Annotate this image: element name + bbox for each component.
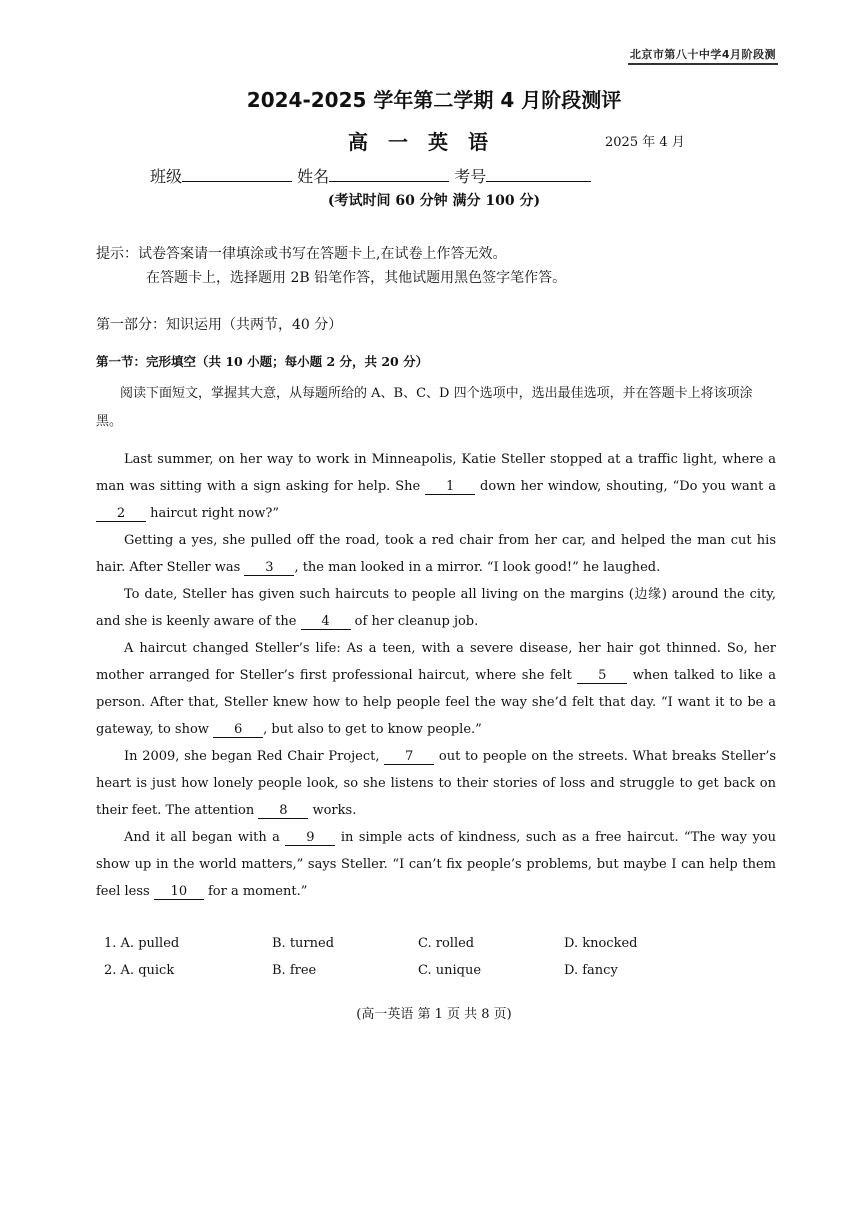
blank-2: 2 <box>96 506 146 522</box>
blank-7: 7 <box>384 749 434 765</box>
section-title: 第一节：完形填空（共 10 小题；每小题 2 分，共 20 分） <box>96 354 429 369</box>
blank-9: 9 <box>285 830 335 846</box>
student-info-row <box>150 164 591 187</box>
question-row <box>104 936 704 963</box>
exam-title: 2024-2025 学年第二学期 4 月阶段测评 <box>246 88 622 112</box>
passage-paragraph: Last summer, on her way to work in Minneapolis, Katie Steller stopped at a traffic light, where a man was sitting with a sign asking for help. She 1 down her window, shouting, “Do you want a 2 haircut right now?” <box>96 452 776 521</box>
option-d: D. knocked <box>564 936 638 951</box>
blank-8: 8 <box>258 803 308 819</box>
hint-line-2: 在答题卡上，选择题用 2B 铅笔作答，其他试题用黑色签字笔作答。 <box>146 270 567 286</box>
blank-1: 1 <box>425 479 475 495</box>
option-d: D. fancy <box>564 963 618 978</box>
blank-4: 4 <box>301 614 351 630</box>
number-field[interactable] <box>486 167 591 182</box>
part-title: 第一部分：知识运用（共两节，40 分） <box>96 317 343 333</box>
hint-line-1: 提示：试卷答案请一律填涂或书写在答题卡上,在试卷上作答无效。 <box>96 246 507 262</box>
subject-title: 高一英语 <box>348 130 508 154</box>
blank-5: 5 <box>577 668 627 684</box>
question-options <box>104 936 704 990</box>
option-a: 2. A. quick <box>104 963 175 978</box>
exam-duration: (考试时间 60 分钟 满分 100 分) <box>327 193 541 209</box>
name-label: 姓名 <box>297 167 330 186</box>
section-instruction: 阅读下面短文，掌握其大意，从每题所给的 A、B、C、D 四个选项中，选出最佳选项，并在答题卡上将该项涂黑。 <box>96 386 753 429</box>
option-a: 1. A. pulled <box>104 936 180 951</box>
question-row <box>104 963 704 990</box>
name-field[interactable] <box>329 167 449 182</box>
option-b: B. free <box>272 963 317 978</box>
number-label: 考号 <box>454 167 487 186</box>
exam-date: 2025 年 4 月 <box>605 135 685 150</box>
blank-3: 3 <box>244 560 294 576</box>
passage-paragraph: And it all began with a 9 in simple acts of kindness, such as a free haircut. “The way you show up in the world matters,” says Steller. “I can’t fix people’s problems, but maybe I can help them feel less 10 for a moment.” <box>96 830 776 899</box>
passage-paragraph: To date, Steller has given such haircuts to people all living on the margins (边缘) around the city, and she is keenly aware of the 4 of her cleanup job. <box>96 587 776 629</box>
passage-paragraph: In 2009, she began Red Chair Project, 7 out to people on the streets. What breaks Steller’s heart is just how lonely people look, so she listens to their stories of loss and struggle to get back on their feet. The attention 8 works. <box>96 749 776 818</box>
cloze-passage <box>96 446 776 905</box>
passage-paragraph: A haircut changed Steller’s life: As a teen, with a severe disease, her hair got thinned. So, her mother arranged for Steller’s first professional haircut, where she felt 5 when talked to like a person. After that, Steller knew how to help people feel the way she’d felt that day. “I want it to be a gateway, to show 6 , but also to get to know people.” <box>96 641 776 737</box>
option-b: B. turned <box>272 936 335 951</box>
passage-paragraph: Getting a yes, she pulled off the road, took a red chair from her car, and helped the man cut his hair. After Steller was 3 , the man looked in a mirror. “I look good!” he laughed. <box>96 533 776 575</box>
option-c: C. rolled <box>418 936 475 951</box>
blank-10: 10 <box>154 884 204 900</box>
class-field[interactable] <box>182 167 292 182</box>
school-stamp: 北京市第八十中学4月阶段测 <box>628 46 778 65</box>
option-c: C. unique <box>418 963 482 978</box>
blank-6: 6 <box>213 722 263 738</box>
class-label: 班级 <box>150 167 183 186</box>
page-footer: (高一英语 第 1 页 共 8 页) <box>356 1007 512 1022</box>
